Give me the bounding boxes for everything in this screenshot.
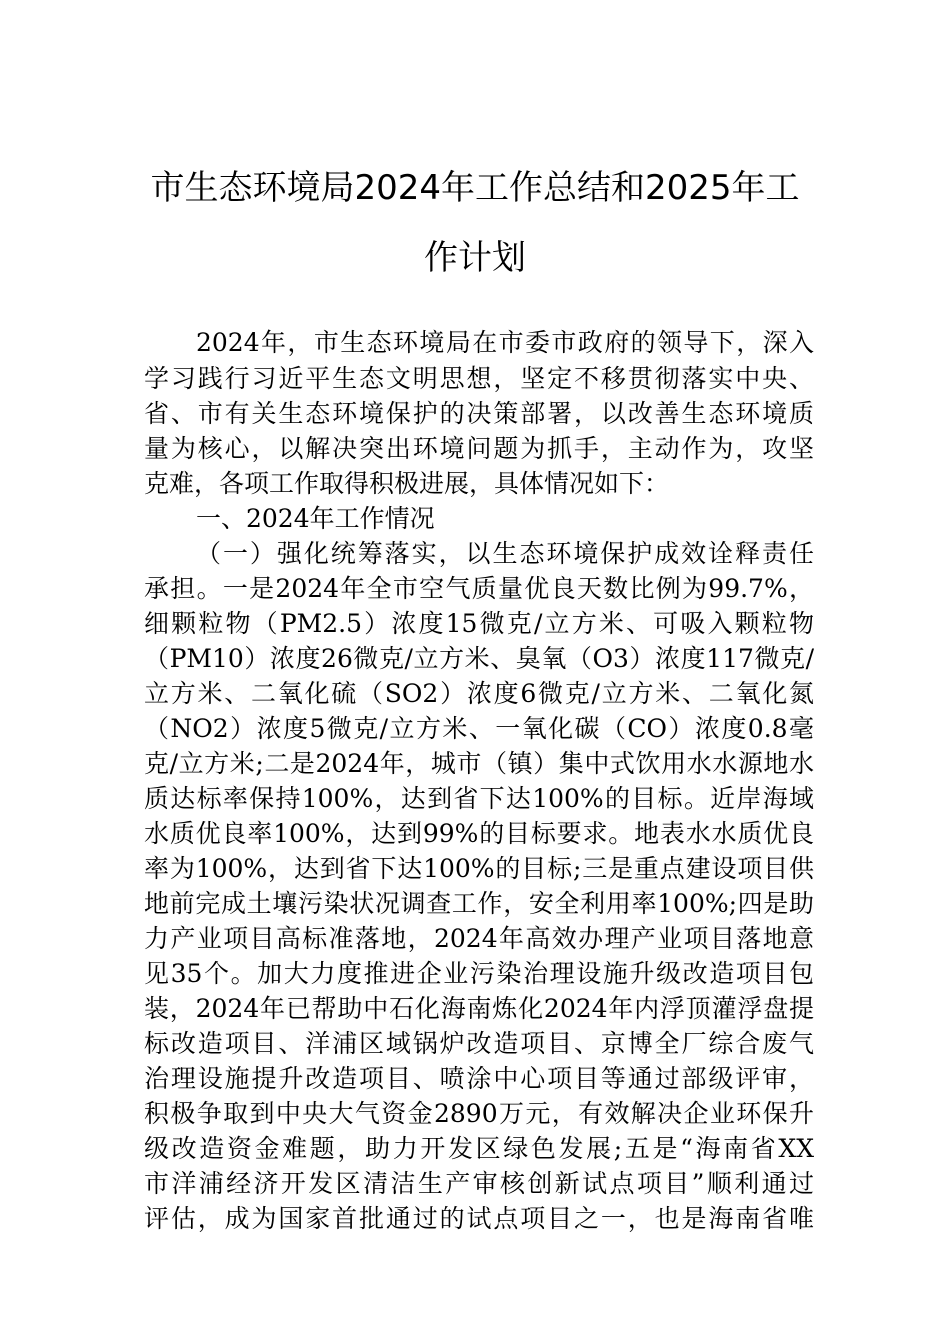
body-line: 级改造资金难题，助力开发区绿色发展;五是“海南省XX [144,1134,814,1163]
body-line: 积极争取到中央大气资金2890万元，有效解决企业环保升 [144,1099,814,1128]
section-heading: 一、2024年工作情况 [196,504,435,533]
document-title-line-1: 市生态环境局2024年工作总结和2025年工 [150,168,800,208]
body-line: 立方米、二氧化硫（SO2）浓度6微克/立方米、二氧化氮 [144,679,814,708]
body-line: 见35个。加大力度推进企业污染治理设施升级改造项目包 [144,959,814,988]
body-line: 地前完成土壤污染状况调查工作，安全利用率100%;四是助 [144,889,814,918]
body-line: 2024年，市生态环境局在市委市政府的领导下，深入 [196,328,814,357]
body-line: 细颗粒物（PM2.5）浓度15微克/立方米、可吸入颗粒物 [144,609,814,638]
document-title-line-2: 作计划 [424,238,526,278]
body-line: 承担。一是2024年全市空气质量优良天数比例为99.7%， [144,574,814,603]
body-line: 水质优良率100%，达到99%的目标要求。地表水水质优良 [144,819,814,848]
body-line: 克难，各项工作取得积极进展，具体情况如下： [144,469,670,498]
body-line: 治理设施提升改造项目、喷涂中心项目等通过部级评审， [144,1064,814,1093]
subsection-heading: （一）强化统筹落实，以生态环境保护成效诠释责任 [196,539,814,568]
body-line: （PM10）浓度26微克/立方米、臭氧（O3）浓度117微克/ [144,644,814,673]
body-line: （NO2）浓度5微克/立方米、一氧化碳（CO）浓度0.8毫 [144,714,814,743]
body-line: 市洋浦经济开发区清洁生产审核创新试点项目”顺利通过 [144,1169,814,1198]
body-line: 率为100%，达到省下达100%的目标;三是重点建设项目供 [144,854,814,883]
body-line: 学习践行习近平生态文明思想，坚定不移贯彻落实中央、 [144,364,814,393]
body-line: 质达标率保持100%，达到省下达100%的目标。近岸海域 [144,784,814,813]
body-line: 标改造项目、洋浦区域锅炉改造项目、京博全厂综合废气 [144,1029,814,1058]
body-line: 量为核心，以解决突出环境问题为抓手，主动作为，攻坚 [144,434,814,463]
body-line: 装，2024年已帮助中石化海南炼化2024年内浮顶灌浮盘提 [144,994,814,1023]
body-line: 力产业项目高标准落地，2024年高效办理产业项目落地意 [144,924,814,953]
body-line: 省、市有关生态环境保护的决策部署，以改善生态环境质 [144,399,814,428]
body-line: 评估，成为国家首批通过的试点项目之一，也是海南省唯 [144,1204,814,1233]
body-line: 克/立方米;二是2024年，城市（镇）集中式饮用水水源地水 [144,749,814,778]
